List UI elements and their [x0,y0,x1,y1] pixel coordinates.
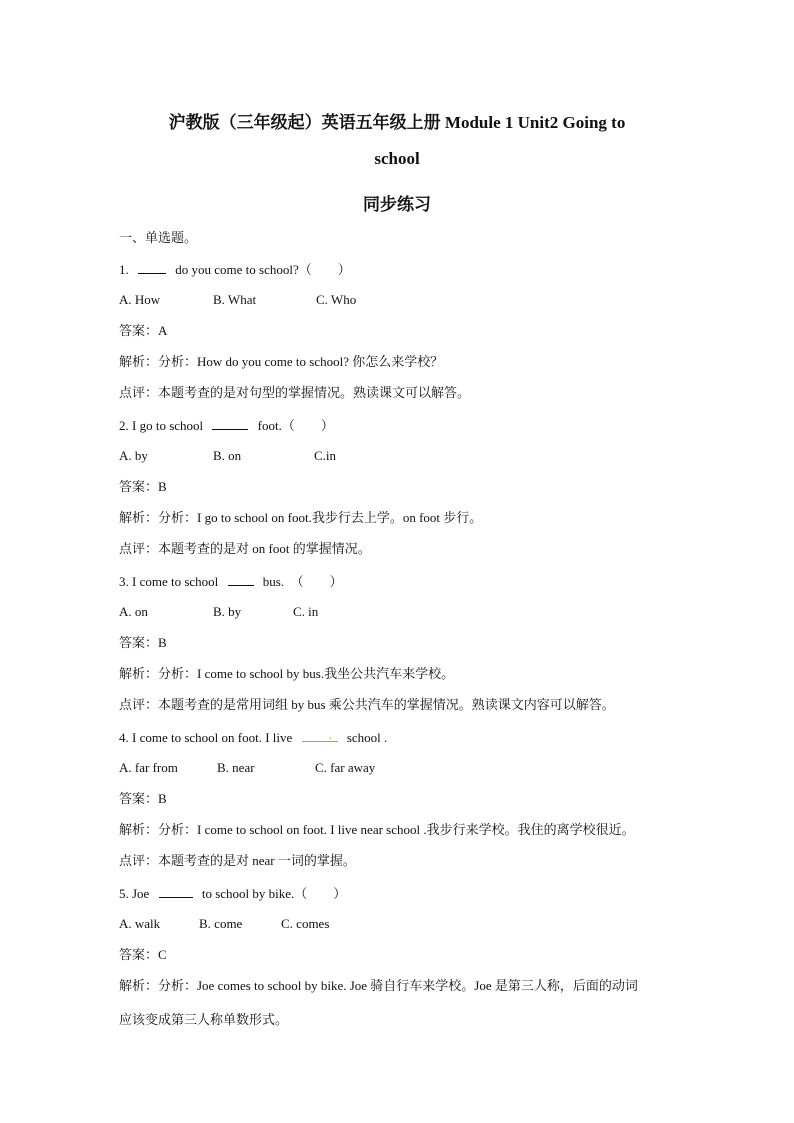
question-3-comment: 点评：本题考查的是常用词组 by bus 乘公共汽车的掌握情况。熟读课文内容可以解答。 [119,697,615,712]
option-c: C. comes [281,916,330,931]
option-a: A. walk [119,916,161,931]
question-1-stem [119,261,351,278]
question-1-stem-after: do you come to school?（ ） [175,262,351,277]
option-b: B. come [199,916,243,931]
question-2-options [119,448,519,464]
question-5-stem-before: 5. Joe [119,886,150,901]
question-3-answer: 答案：B [119,635,167,650]
question-1-comment: 点评：本题考查的是对句型的掌握情况。熟读课文可以解答。 [119,385,471,400]
option-c: C. in [293,604,319,619]
question-2-answer: 答案：B [119,479,167,494]
question-3-stem-after: bus. （ ） [262,574,343,589]
option-b: B. near [217,760,255,775]
answer-blank [302,729,338,742]
question-2-stem-after: foot.（ ） [257,418,334,433]
document-title-line1: 沪教版（三年级起）英语五年级上册 Module 1 Unit2 Going to [168,113,626,132]
question-2-stem [119,417,334,434]
option-a: A. How [119,292,161,307]
answer-blank [138,261,166,274]
question-1-stem-before: 1. [119,262,129,277]
question-2-comment: 点评：本题考查的是对 on foot 的掌握情况。 [119,541,371,556]
question-5-analysis-continued: 应该变成第三人称单数形式。 [119,1012,289,1027]
document-subtitle: 同步练习 [363,195,431,214]
question-5-analysis: 解析：分析：Joe comes to school by bike. Joe 骑自行车来学校。Joe 是第三人称，后面的动词 [119,978,638,993]
option-a: A. by [119,448,148,463]
question-1-answer: 答案：A [119,323,168,338]
question-5-stem-after: to school by bike.（ ） [201,886,347,901]
option-c: C. Who [316,292,357,307]
answer-blank [212,417,248,430]
answer-blank [228,573,254,586]
question-4-stem-after: school . [346,730,388,745]
question-1-analysis: 解析：分析：How do you come to school? 你怎么来学校？ [119,354,444,369]
question-3-analysis: 解析：分析：I come to school by bus.我坐公共汽车来学校。 [119,666,455,681]
question-5-options [119,916,519,932]
question-3-stem-before: 3. I come to school [119,574,219,589]
question-2-analysis: 解析：分析：I go to school on foot.我步行去上学。on foot 步行。 [119,510,483,525]
section-heading: 一、单选题。 [119,230,198,245]
question-1-options [119,292,519,308]
question-4-answer: 答案：B [119,791,167,806]
question-2-stem-before: 2. I go to school [119,418,204,433]
option-c: C.in [314,448,337,463]
option-b: B. on [213,448,242,463]
option-a: A. far from [119,760,178,775]
question-4-comment: 点评：本题考查的是对 near 一词的掌握。 [119,853,356,868]
option-c: C. far away [315,760,376,775]
option-b: B. by [213,604,242,619]
question-3-stem [119,573,343,590]
option-a: A. on [119,604,148,619]
question-4-stem-before: 4. I come to school on foot. I live [119,730,293,745]
question-4-analysis: 解析：分析：I come to school on foot. I live near school .我步行来学校。我住的离学校很近。 [119,822,635,837]
answer-blank [159,885,193,898]
document-title-line2: school [374,149,420,168]
question-4-options [119,760,519,776]
question-3-options [119,604,519,620]
question-4-stem [119,729,387,746]
option-b: B. What [213,292,257,307]
question-5-answer: 答案：C [119,947,167,962]
question-5-stem [119,885,346,902]
